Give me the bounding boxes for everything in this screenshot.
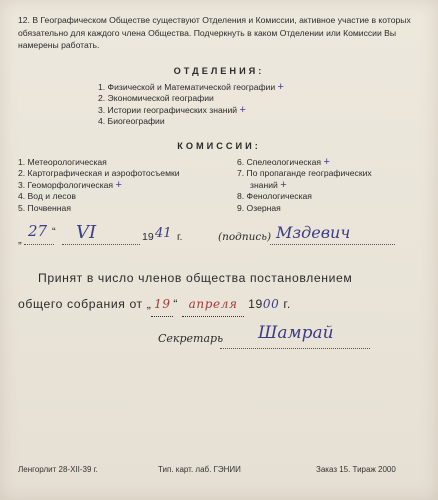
commission-item: 9. Озерная: [237, 202, 281, 213]
signature-row: [18, 222, 428, 252]
department-item: 3. Истории географических знаний +: [98, 103, 246, 116]
commissions-right-list: [237, 157, 372, 214]
commissions-left-list: [18, 157, 180, 214]
departments-title: ОТДЕЛЕНИЯ:: [173, 66, 265, 76]
footer-print-run: Заказ 15. Тираж 2000: [316, 465, 396, 474]
signature-label: (подпись): [218, 231, 272, 243]
secretary-row: [158, 324, 408, 354]
secretary-underline: [220, 348, 370, 349]
footer-censor: Ленгорлит 28-XII-39 г.: [18, 465, 98, 474]
commission-item: знаний +: [250, 178, 287, 191]
month-handwritten: VI: [76, 222, 97, 243]
commissions-title: КОМИССИИ:: [177, 141, 261, 151]
admission-year-suffix: г.: [283, 297, 291, 311]
signature-underline: [270, 244, 395, 245]
day-underline: [24, 244, 54, 245]
check-mark: +: [280, 178, 287, 191]
item-text: В Географическом Обществе существуют Отделения и Комиссии, активное участие в которых обязательно для каждого члена Общества. Подчеркнуть в каком Отделении или Комиссии Вы намерены работать.: [18, 15, 411, 50]
department-item: 2. Экономической географии: [98, 93, 214, 104]
department-item: 4. Биогеографии: [98, 116, 165, 127]
secretary-signature: Шамрай: [258, 323, 334, 343]
day-handwritten: 27: [28, 222, 48, 240]
day-quote-open: „: [18, 234, 22, 246]
footer-printer: Тип. карт. лаб. ГЭНИИ: [158, 465, 241, 474]
commission-item: 1. Метеорологическая: [18, 157, 107, 167]
commission-item: 3. Геоморфологическая +: [18, 178, 122, 191]
secretary-label: Секретарь: [158, 332, 224, 345]
year-handwritten: 41: [155, 226, 172, 241]
year-prefix: 19: [142, 231, 154, 243]
commission-item: 7. По пропаганде географических: [237, 168, 372, 179]
commission-item: 8. Фенологическая: [237, 191, 312, 202]
item-number: 12.: [18, 15, 30, 25]
commission-item: 6. Спелеологическая +: [237, 156, 330, 168]
admission-year-handwritten: 00: [262, 297, 280, 311]
day-quote-close: “: [52, 226, 56, 238]
applicant-signature: Мздевич: [276, 223, 351, 242]
admission-line-1: Принят в число членов общества постановлением: [38, 271, 353, 285]
commission-item: 4. Вод и лесов: [18, 191, 76, 202]
department-item: 1. Физической и Математической географии +: [98, 81, 284, 93]
month-underline: [62, 244, 140, 245]
admission-month: апреля: [182, 292, 244, 317]
check-mark: +: [277, 81, 284, 93]
admission-day: 19: [151, 292, 173, 317]
check-mark: +: [239, 103, 246, 116]
year-suffix: г.: [177, 231, 183, 243]
admission-line-2: общего собрания от „ 19 “ апреля 1900 г.: [18, 292, 428, 317]
commission-item: 5. Почвенная: [18, 202, 71, 213]
admission-prefix: общего собрания от: [18, 297, 143, 311]
commission-item: 2. Картографическая и аэрофотосъемки: [18, 168, 180, 179]
departments-list: [98, 82, 284, 128]
item-12-paragraph: [18, 14, 423, 52]
check-mark: +: [115, 178, 122, 191]
check-mark: +: [323, 156, 330, 168]
admission-year-prefix: 19: [248, 297, 263, 311]
